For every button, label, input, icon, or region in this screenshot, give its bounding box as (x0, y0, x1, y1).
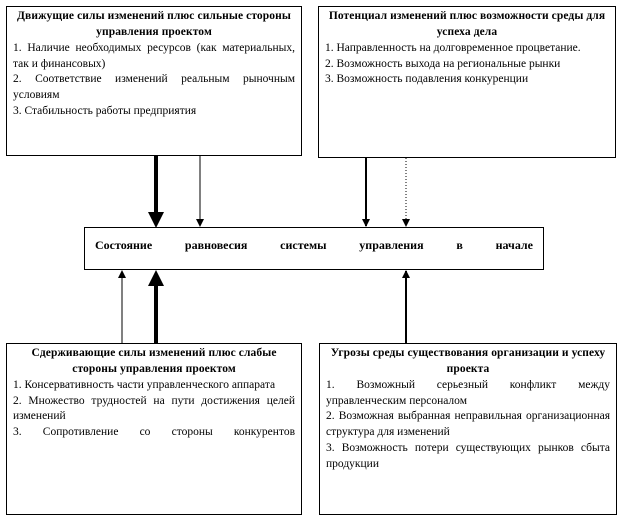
threats-box (319, 343, 617, 515)
threats-item: 2. Возможная выбранная неправильная организационная структура для изменений (326, 410, 610, 439)
restraining-forces-item: 3. Сопротивление со стороны конкурентов (13, 426, 295, 439)
restraining-forces-box (6, 343, 302, 515)
threats-item: 1. Возможный серьезный конфликт между управленческим персоналом (326, 378, 610, 407)
equilibrium-state-box: Состояние равновесия системы управления в начале (84, 227, 544, 270)
restraining-forces-item: 2. Множество трудностей на пути достижения целей изменений (13, 394, 295, 423)
potential-item: 2. Возможность выхода на региональные рынки (325, 57, 561, 70)
restraining-forces-title: Сдерживающие силы изменений плюс слабые стороны управления проектом (31, 347, 277, 375)
threats-item: 3. Возможность потери существующих рынков сбыта продукции (326, 442, 610, 471)
potential-box (318, 6, 616, 158)
potential-title: Потенциал изменений плюс возможности среды для успеха дела (328, 10, 606, 38)
restraining-forces-item: 1. Консервативность части управленческого аппарата (13, 378, 276, 391)
driving-forces-box (6, 6, 302, 156)
driving-forces-title: Движущие силы изменений плюс сильные стороны управления проектом (17, 10, 291, 38)
potential-item: 1. Направленность на долговременное процветание. (325, 41, 581, 54)
driving-forces-item: 3. Стабильность работы предприятия (13, 105, 197, 118)
threats-title: Угрозы среды существования организации и успеху проекта (330, 347, 606, 375)
driving-forces-item: 1. Наличие необходимых ресурсов (как материальных, так и финансовых) (13, 41, 295, 70)
potential-item: 3. Возможность подавления конкуренции (325, 73, 529, 86)
driving-forces-item: 2. Соответствие изменений реальным рыночным условиям (13, 73, 295, 102)
